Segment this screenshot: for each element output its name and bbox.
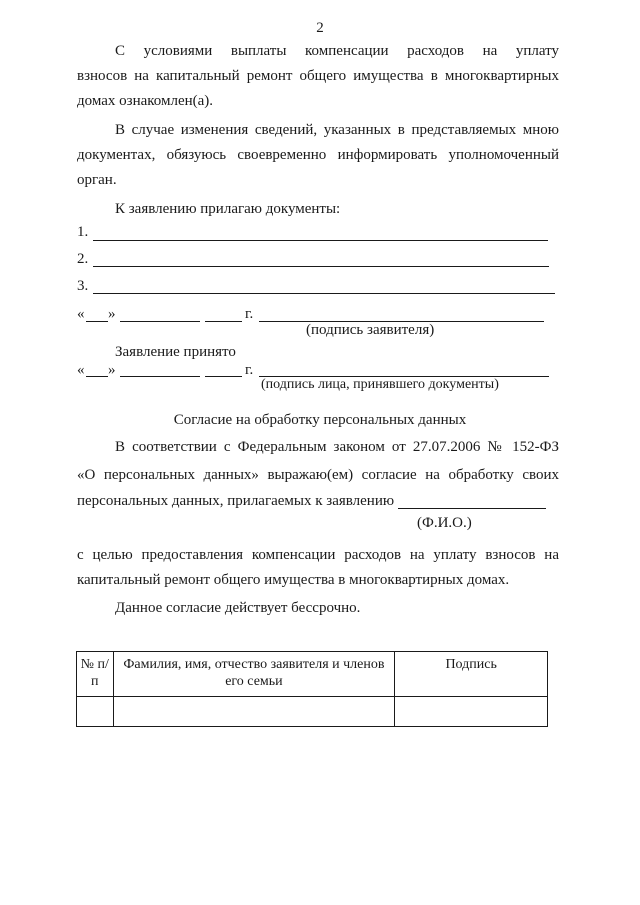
- table-header-number: № п/п: [77, 652, 114, 697]
- table-cell-name[interactable]: [113, 697, 395, 727]
- consent-fio-caption: (Ф.И.О.): [417, 515, 472, 531]
- attachment-line-2[interactable]: [93, 266, 549, 267]
- sign1-year-suffix: г.: [245, 306, 254, 322]
- accepted-year-line[interactable]: [205, 376, 242, 377]
- para1-line3: домах ознакомлен(а).: [77, 93, 214, 109]
- table-header-name: Фамилия, имя, отчество заявителя и членов его семьи: [113, 652, 395, 697]
- attachment-number-1: 1.: [77, 224, 89, 240]
- sign1-year-line[interactable]: [205, 321, 242, 322]
- accepted-month-line[interactable]: [120, 376, 200, 377]
- sign1-quote-open: «: [77, 306, 85, 322]
- consent-line5: капитальный ремонт общего имущества в многоквартирных домах.: [77, 572, 510, 588]
- consent-line4: с целью предоставления компенсации расходов на уплату взносов на: [77, 547, 559, 563]
- table-cell-signature[interactable]: [395, 697, 548, 727]
- para2-line3: орган.: [77, 172, 117, 188]
- family-members-table: [76, 651, 548, 727]
- attachment-line-1[interactable]: [93, 240, 548, 241]
- sign1-quote-close: »: [108, 306, 116, 322]
- para2-line1: В случае изменения сведений, указанных в представляемых мною: [115, 122, 559, 138]
- page-number: 2: [316, 20, 324, 36]
- attachment-line-3[interactable]: [93, 293, 555, 294]
- attachment-number-2: 2.: [77, 251, 89, 267]
- consent-line2: «О персональных данных» выражаю(ем) согласие на обработку своих: [77, 467, 559, 483]
- sign1-month-line[interactable]: [120, 321, 200, 322]
- consent-line3: персональных данных, прилагаемых к заявлению: [77, 493, 395, 509]
- table-header-row: [77, 652, 548, 697]
- table-row: [77, 697, 548, 727]
- accepted-day-line[interactable]: [86, 376, 108, 377]
- accepted-quote-close: »: [108, 362, 116, 378]
- table-header-signature: Подпись: [395, 652, 548, 697]
- accepted-quote-open: «: [77, 362, 85, 378]
- sign1-day-line[interactable]: [86, 321, 108, 322]
- attachments-heading: К заявлению прилагаю документы:: [115, 201, 341, 217]
- accepted-label: Заявление принято: [115, 344, 236, 360]
- table-cell-number[interactable]: [77, 697, 114, 727]
- consent-line6: Данное согласие действует бессрочно.: [115, 600, 361, 616]
- para1-line1: С условиями выплаты компенсации расходов на уплату: [115, 43, 559, 59]
- para1-line2: взносов на капитальный ремонт общего имущества в многоквартирных: [77, 68, 559, 84]
- receiver-signature-caption: (подпись лица, принявшего документы): [261, 377, 499, 392]
- applicant-signature-caption: (подпись заявителя): [306, 322, 435, 338]
- para2-line2: документах, обязуюсь своевременно информировать уполномоченный: [77, 147, 559, 163]
- consent-line1: В соответствии с Федеральным законом от 27.07.2006 № 152-ФЗ: [115, 439, 559, 455]
- attachment-number-3: 3.: [77, 278, 89, 294]
- consent-title: Согласие на обработку персональных данных: [173, 412, 467, 428]
- accepted-year-suffix: г.: [245, 362, 254, 378]
- consent-fio-line[interactable]: [398, 508, 546, 509]
